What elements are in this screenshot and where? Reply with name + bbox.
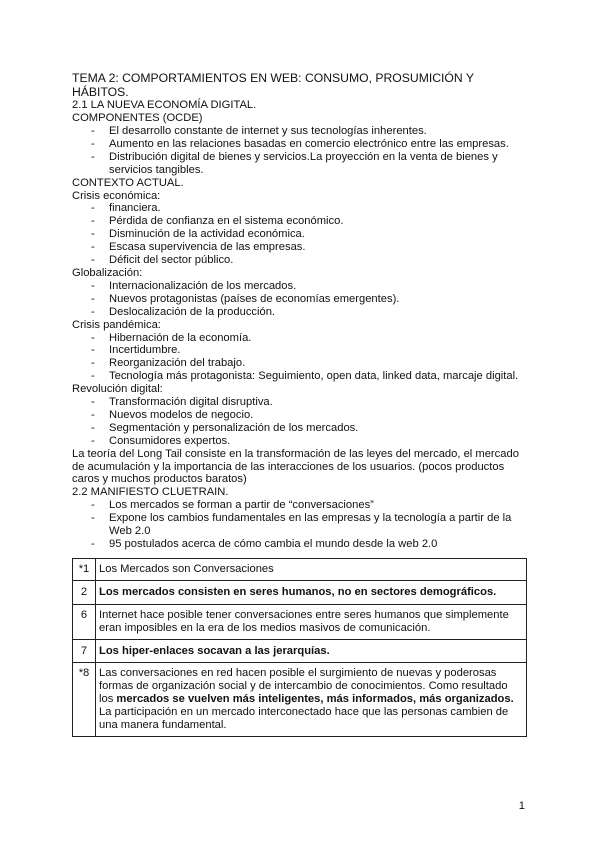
thesis-text xyxy=(96,663,527,737)
list-item: - Escasa supervivencia de las empresas. xyxy=(91,241,306,254)
document-title: TEMA 2: COMPORTAMIENTOS EN WEB: CONSUMO, PROSUMICIÓN Y HÁBITOS. xyxy=(72,71,474,99)
section-heading-2-2: 2.2 MANIFIESTO CLUETRAIN. xyxy=(72,486,229,499)
section-heading-2-1: 2.1 LA NUEVA ECONOMÍA DIGITAL. xyxy=(72,99,257,112)
table-row xyxy=(73,663,527,737)
list-item: - Déficit del sector público. xyxy=(91,254,234,267)
list-item: - Hibernación de la economía. xyxy=(91,331,252,344)
long-tail-paragraph: La teoría del Long Tail consiste en la transformación de las leyes del mercado, el mercado de acumulación y la importancia de las interacciones de los usuarios. (pocos productos caros y muchos productos baratos) xyxy=(72,447,519,486)
revolucion-digital-list xyxy=(72,396,532,448)
revolucion-digital-heading: Revolución digital: xyxy=(72,383,163,396)
list-item: - Deslocalización de la producción. xyxy=(91,305,276,318)
thesis-number: 7 xyxy=(73,639,96,663)
list-item: - 95 postulados acerca de cómo cambia el mundo desde la web 2.0 xyxy=(91,538,438,550)
list-item: - Tecnología más protagonista: Seguimiento, open data, linked data, marcaje digital. xyxy=(91,370,519,383)
globalizacion-heading: Globalización: xyxy=(72,266,143,279)
thesis-text: Internet hace posible tener conversaciones entre seres humanos que simplemente eran imposibles en la era de los medios masivos de comunicación. xyxy=(96,604,527,639)
thesis-text-part: La participación en un mercado interconectado hace que las personas cambien de una manera fundamental. xyxy=(99,706,509,732)
contexto-heading: CONTEXTO ACTUAL. xyxy=(72,176,184,189)
globalizacion-list xyxy=(72,280,532,319)
list-item: - Reorganización del trabajo. xyxy=(91,357,246,370)
list-item: - Internacionalización de los mercados. xyxy=(91,279,297,292)
page-number: 1 xyxy=(518,800,525,812)
list-item: - Segmentación y personalización de los mercados. xyxy=(91,421,359,434)
document-page xyxy=(72,72,532,737)
thesis-number: *1 xyxy=(73,558,96,580)
list-item: - Nuevos protagonistas (países de economías emergentes). xyxy=(91,292,400,305)
list-item: - Incertidumbre. xyxy=(91,344,181,357)
thesis-text-bold: mercados se vuelven más inteligentes, más informados, más organizados. xyxy=(116,693,514,706)
thesis-text: Los mercados consisten en seres humanos, no en sectores demográficos. xyxy=(96,580,527,604)
list-item: - Transformación digital disruptiva. xyxy=(91,396,273,409)
componentes-heading: COMPONENTES (OCDE) xyxy=(72,112,203,125)
thesis-number: 6 xyxy=(73,604,96,639)
crisis-pandemica-list xyxy=(72,332,532,384)
componentes-list xyxy=(72,125,532,177)
list-item: - Expone los cambios fundamentales en las empresas y la tecnología a partir de la Web 2.0 xyxy=(91,512,512,538)
thesis-number: *8 xyxy=(73,663,96,737)
crisis-economica-list xyxy=(72,202,532,267)
list-item: - Aumento en las relaciones basadas en comercio electrónico entre las empresas. xyxy=(91,137,509,150)
table-row xyxy=(73,580,527,604)
cluetrain-theses-table xyxy=(72,558,527,737)
list-item: - financiera. xyxy=(91,202,161,215)
list-item: - Disminución de la actividad económica. xyxy=(91,228,305,241)
cluetrain-list xyxy=(72,499,532,551)
crisis-economica-heading: Crisis económica: xyxy=(72,189,161,202)
thesis-text: Los hiper-enlaces socavan a las jerarquías. xyxy=(96,639,527,663)
list-item: - Pérdida de confianza en el sistema económico. xyxy=(91,215,344,228)
list-item: - Consumidores expertos. xyxy=(91,434,231,447)
list-item: - Distribución digital de bienes y servicios.La proyección en la venta de bienes y servicios tangibles. xyxy=(91,150,498,176)
list-item: - El desarrollo constante de internet y sus tecnologías inherentes. xyxy=(91,125,427,137)
thesis-number: 2 xyxy=(73,580,96,604)
table-row xyxy=(73,639,527,663)
list-item: - Nuevos modelos de negocio. xyxy=(91,408,254,421)
list-item: - Los mercados se forman a partir de “conversaciones” xyxy=(91,499,374,512)
table-row xyxy=(73,558,527,580)
thesis-text-part: Las conversaciones en red hacen posible el surgimiento de nuevas y poderosas formas de organización social y de intercambio de conocimientos. Como resultado los xyxy=(99,667,508,706)
crisis-pandemica-heading: Crisis pandémica: xyxy=(72,318,161,331)
thesis-text: Los Mercados son Conversaciones xyxy=(96,558,527,580)
table-row xyxy=(73,604,527,639)
